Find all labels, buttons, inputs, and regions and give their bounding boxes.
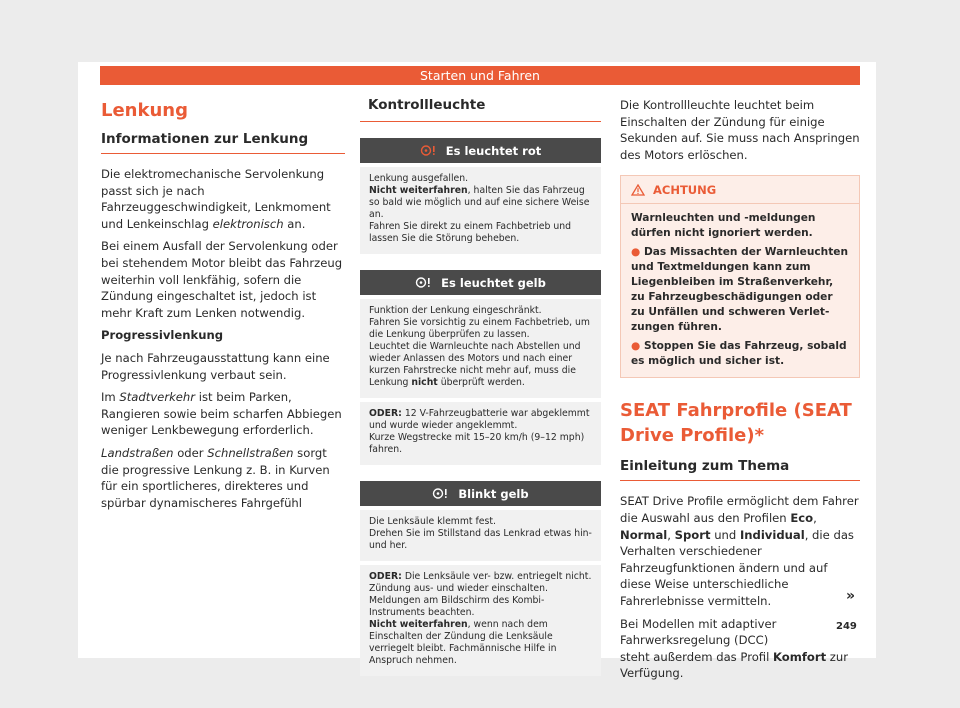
paragraph: Bei einem Ausfall der Servolenkung oder bei stehendem Motor bleibt das Fahrzeug weiterhin voll lenkfähig, sofern die Zündung eingeschaltet ist, jedoch ist mehr Kraft zum Lenken notwendig. xyxy=(101,239,343,320)
paragraph: Die elektromechanische Servolenkung passt sich je nach Fahrzeuggeschwindigkeit, Lenkmoment und Lenkeinschlag elektronisch an. xyxy=(101,167,331,231)
paragraph-heading: Progressivlenkung xyxy=(101,328,224,343)
warning-box xyxy=(620,175,860,378)
steering-warning-icon xyxy=(415,276,431,289)
continue-mark: » xyxy=(846,588,856,604)
lamp-yellow-header: Es leuchtet gelb xyxy=(360,270,601,295)
kontrollleuchte-title: Kontrollleuchte xyxy=(360,97,601,122)
lamp-red-header: Es leuchtet rot xyxy=(360,138,601,163)
page-number: 249 xyxy=(836,621,857,632)
chapter-header xyxy=(100,66,860,85)
section-title-lenkung: Lenkung xyxy=(101,100,188,121)
chapter-title: Starten und Fahren xyxy=(420,68,540,83)
warning-triangle-icon xyxy=(631,184,645,196)
steering-warning-icon xyxy=(420,144,436,157)
subtitle-einleitung: Einleitung zum Thema xyxy=(620,458,860,481)
paragraph: Die Kontrollleuchte leuchtet beim Einschalten der Zündung für einige Sekunden auf. Sie muss nach Anspringen des Motors erlöschen. xyxy=(620,98,860,162)
lamp-blink-text: Die Lenksäule klemmt fest. Drehen Sie im Stillstand das Lenkrad etwas hin- und her. xyxy=(360,510,601,561)
lamp-red-text: Lenkung ausgefallen. Nicht weiterfahren, halten Sie das Fahrzeug so bald wie möglich und auf eine sichere Weise an. Fahren Sie direkt zu einem Fachbetrieb und lassen Sie die Störung beheben. xyxy=(360,167,601,254)
lamp-blink-header: Blinkt gelb xyxy=(360,481,601,506)
section-title-drive-profile: SEAT Fahrprofile (SEAT Drive Profile)* xyxy=(620,400,852,447)
warning-header: ACHTUNG xyxy=(621,176,859,204)
column-warning-lamp xyxy=(360,97,601,680)
paragraph: Landstraßen oder Schnellstraßen sorgt die progressive Lenkung z. B. in Kurven für ein sportlicheres, direkteres und spürbar dynamischeres Fahrgefühl xyxy=(101,445,330,510)
subtitle-info-lenkung: Informationen zur Lenkung xyxy=(101,131,345,154)
column-steering-info xyxy=(101,100,345,517)
column-drive-profile xyxy=(620,97,860,688)
lamp-yellow-text: Funktion der Lenkung eingeschränkt. Fahren Sie vorsichtig zu einem Fachbetrieb, um die Lenkung überprüfen zu lassen. Leuchtet die Warnleuchte nach Abstellen und wieder Anlassen des Motors und nach einer kurzen Fahrstrecke nicht mehr auf, muss die Lenkung nicht überprüft werden. xyxy=(360,299,601,398)
lamp-blink-alt-text: ODER: Die Lenksäule ver- bzw. entriegelt nicht. Zündung aus- und wieder einschalten. Meldungen am Bildschirm des Kombi-Instruments beachten. Nicht weiterfahren, wenn nach dem Einschalten der Zündung die Lenksäule verriegelt bleibt. Fachmännische Hilfe in Anspruch nehmen. xyxy=(360,565,601,676)
paragraph: SEAT Drive Profile ermöglicht dem Fahrer die Auswahl aus den Profilen Eco, Normal, Sport und Individual, die das Verhalten verschiedener Fahrzeugfunktionen ändern und auf diese Weise unterschiedliche Fahrerlebnisse vermitteln. xyxy=(620,494,859,608)
paragraph: Je nach Fahrzeugausstattung kann eine Progressivlenkung verbaut sein. xyxy=(101,350,330,382)
lamp-yellow-alt-text: ODER: 12 V-Fahrzeugbatterie war abgeklemmt und wurde wieder angeklemmt. Kurze Wegstrecke mit 15–20 km/h (9–12 mph) fahren. xyxy=(360,402,601,465)
paragraph: Im Stadtverkehr ist beim Parken, Rangieren sowie beim scharfen Abbiegen weniger Lenkbewegung erforderlich. xyxy=(101,390,342,438)
warning-body: Warnleuchten und -meldungen dürfen nicht ignoriert werden. ● Das Missachten der Warnleuchten und Textmeldungen kann zum Liegenbleiben im Straßenverkehr, zu Fahrzeugbeschädigungen oder zu Unfällen und schweren Verletzungen führen. ● Stoppen Sie das Fahrzeug, sobald es möglich und sicher ist. xyxy=(631,212,848,368)
paragraph: Bei Modellen mit adaptiver Fahrwerksregelung (DCC) steht außerdem das Profil Komfort zur Verfügung. xyxy=(620,616,849,681)
steering-warning-icon xyxy=(432,487,448,500)
